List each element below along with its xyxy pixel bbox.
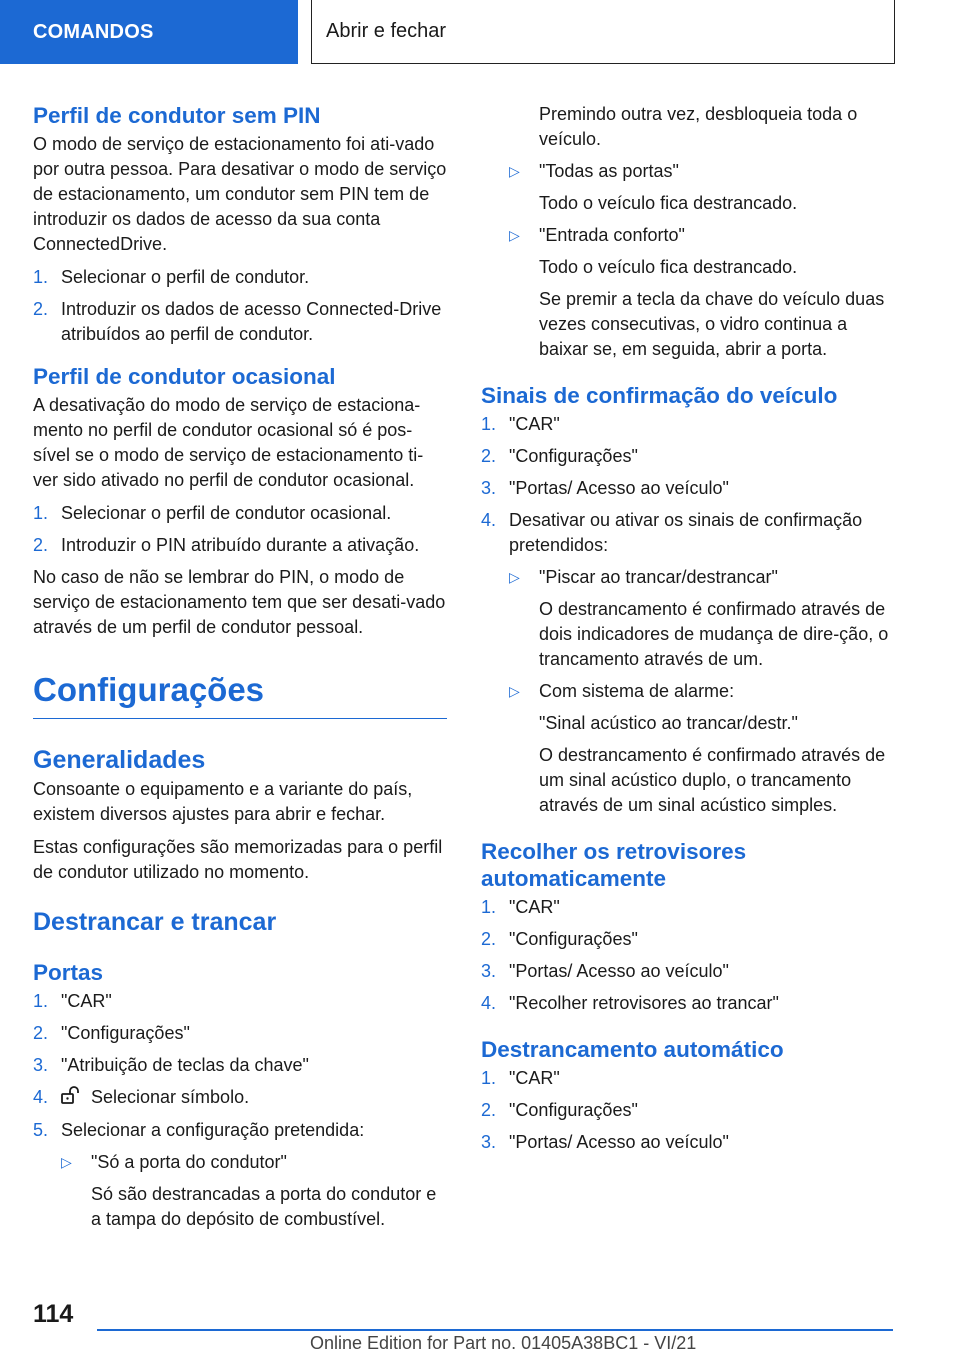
step-text: "Portas/ Acesso ao veículo" (509, 478, 729, 498)
step-text: "CAR" (61, 991, 112, 1011)
step-text: "Atribuição de teclas da chave" (61, 1055, 309, 1075)
list-item (481, 1066, 897, 1091)
bullet-marker: ▷ (61, 1153, 72, 1170)
bullet-text: Com sistema de alarme: (539, 681, 735, 701)
bullet-item (509, 159, 897, 184)
step-number: 5. (33, 1119, 49, 1140)
heading-generalidades: Generalidades (33, 746, 206, 774)
paragraph: No caso de não se lembrar do PIN, o modo de serviço de estacionamento tem que ser desati-vado através de um perfil de condutor pessoal. (33, 567, 446, 637)
heading-recolher-retrovisores: Recolher os retrovisores automaticamente (481, 839, 747, 891)
step-text: Introduzir o PIN atribuído durante a ativação. (61, 535, 420, 555)
heading-perfil-ocasional: Perfil de condutor ocasional (33, 364, 336, 389)
step-number: 2. (481, 446, 497, 466)
bullet-text: "Piscar ao trancar/destrancar" (539, 567, 778, 587)
bullet-item (509, 223, 897, 248)
step-text: Selecionar o perfil de condutor. (61, 267, 310, 287)
bullet-subtext: "Sinal acústico ao trancar/destr." (539, 713, 798, 733)
step-number: 4. (481, 510, 497, 530)
edition-note: Online Edition for Part no. 01405A38BC1 - VI/21 (310, 1333, 697, 1353)
bullet-marker: ▷ (509, 683, 520, 699)
step-text: "Configurações" (509, 1100, 638, 1120)
list-item (33, 501, 447, 526)
step-text: "Recolher retrovisores ao trancar" (509, 993, 779, 1013)
step-text: "Portas/ Acesso ao veículo" (509, 961, 729, 981)
step-number: 1. (481, 1068, 497, 1088)
step-number: 2. (33, 299, 49, 319)
step-text: Introduzir os dados de acesso Connected-Drive atribuídos ao perfil de condutor. (61, 299, 442, 344)
step-text: "Configurações" (61, 1023, 190, 1043)
list-item (481, 412, 897, 437)
list-item (481, 508, 897, 558)
step-number: 1. (33, 503, 49, 523)
bullet-description: O destrancamento é confirmado através de dois indicadores de mudança de dire-ção, o trancamento através de um. (539, 599, 889, 669)
list-item (481, 444, 897, 469)
step-text: "Configurações" (509, 446, 638, 466)
unlocked-padlock-icon (61, 1086, 81, 1111)
step-number: 2. (33, 1023, 49, 1043)
list-item (33, 1118, 447, 1143)
step-number: 1. (481, 414, 497, 434)
list-item (33, 1053, 447, 1078)
heading-perfil-sem-pin: Perfil de condutor sem PIN (33, 103, 321, 128)
bullet-item (509, 679, 897, 704)
bullet-description: O destrancamento é confirmado através de um sinal acústico duplo, o trancamento através de um sinal acústico simples. (539, 745, 886, 815)
list-item (33, 265, 447, 290)
paragraph: O modo de serviço de estacionamento foi ati-vado por outra pessoa. Para desativar o modo de serviço de estacionamento, um condutor sem PIN tem de introduzir os dados de acesso da sua conta ConnectedDrive. (33, 134, 447, 254)
step-number: 4. (33, 1087, 49, 1107)
list-item (481, 895, 897, 920)
list-item (33, 1021, 447, 1046)
step-number: 1. (33, 267, 49, 287)
bullet-text: "Todas as portas" (539, 161, 679, 181)
heading-destrancamento-automatico: Destrancamento automático (481, 1037, 784, 1062)
list-item (33, 989, 447, 1014)
list-item (33, 1085, 447, 1111)
list-item (33, 533, 447, 558)
list-item (33, 297, 447, 347)
step-number: 1. (33, 991, 49, 1011)
step-number: 2. (481, 1100, 497, 1120)
left-column (33, 102, 447, 1239)
bullet-marker: ▷ (509, 163, 520, 179)
chapter-tab: Abrir e fechar (311, 0, 895, 64)
step-text: "Configurações" (509, 929, 638, 949)
step-text-with-icon (61, 1085, 447, 1111)
list-item (481, 959, 897, 984)
step-text: Selecionar a configuração pretendida: (61, 1119, 365, 1140)
bullet-text: "Só a porta do condutor" (91, 1151, 287, 1172)
step-number: 3. (481, 478, 497, 498)
right-column (481, 102, 897, 1162)
step-text: Desativar ou ativar os sinais de confirmação pretendidos: (509, 510, 863, 555)
heading-destrancar-trancar: Destrancar e trancar (33, 908, 277, 936)
step-text: "CAR" (509, 414, 560, 434)
bullet-item (61, 1150, 447, 1175)
bullet-item (509, 565, 897, 590)
bullet-marker: ▷ (509, 227, 520, 243)
paragraph: Consoante o equipamento e a variante do país, existem diversos ajustes para abrir e fechar. (33, 779, 413, 824)
footer-divider (97, 1329, 893, 1331)
step-number: 3. (33, 1055, 49, 1075)
bullet-description: Só são destrancadas a porta do condutor e a tampa do depósito de combustível. (91, 1183, 437, 1229)
list-item (481, 991, 897, 1016)
continued-description: Premindo outra vez, desbloqueia toda o veículo. (539, 104, 858, 149)
step-text: Selecionar o perfil de condutor ocasional. (61, 503, 392, 523)
step-text: "Portas/ Acesso ao veículo" (509, 1132, 729, 1152)
step-text: "CAR" (509, 1068, 560, 1088)
list-item (481, 476, 897, 501)
step-number: 1. (481, 897, 497, 917)
list-item (481, 927, 897, 952)
step-number: 4. (481, 993, 497, 1013)
bullet-description: Todo o veículo fica destrancado. (539, 193, 798, 213)
bullet-description: Se premir a tecla da chave do veículo duas vezes consecutivas, o vidro continua a baixar se, em seguida, abrir a porta. (539, 289, 885, 359)
paragraph: Estas configurações são memorizadas para o perfil de condutor utilizado no momento. (33, 837, 443, 882)
list-item (481, 1098, 897, 1123)
paragraph: A desativação do modo de serviço de estaciona-mento no perfil de condutor ocasional só é pos-sível se o modo de serviço de estacionamento ti-ver sido ativado no perfil de condutor ocasional. (33, 395, 424, 490)
step-text: Selecionar símbolo. (91, 1087, 250, 1107)
heading-portas: Portas (33, 960, 104, 985)
bullet-description: Todo o veículo fica destrancado. (539, 257, 798, 277)
step-text: "CAR" (509, 897, 560, 917)
step-number: 2. (33, 535, 49, 555)
list-item (481, 1130, 897, 1155)
chapter-heading: Configurações (33, 670, 447, 719)
step-number: 3. (481, 1132, 497, 1152)
bullet-marker: ▷ (509, 569, 520, 585)
step-number: 2. (481, 929, 497, 949)
heading-sinais-confirmacao: Sinais de confirmação do veículo (481, 383, 838, 408)
section-tab: COMANDOS (0, 0, 298, 64)
bullet-text: "Entrada conforto" (539, 225, 685, 245)
step-number: 3. (481, 961, 497, 981)
page-number: 114 (33, 1300, 74, 1328)
